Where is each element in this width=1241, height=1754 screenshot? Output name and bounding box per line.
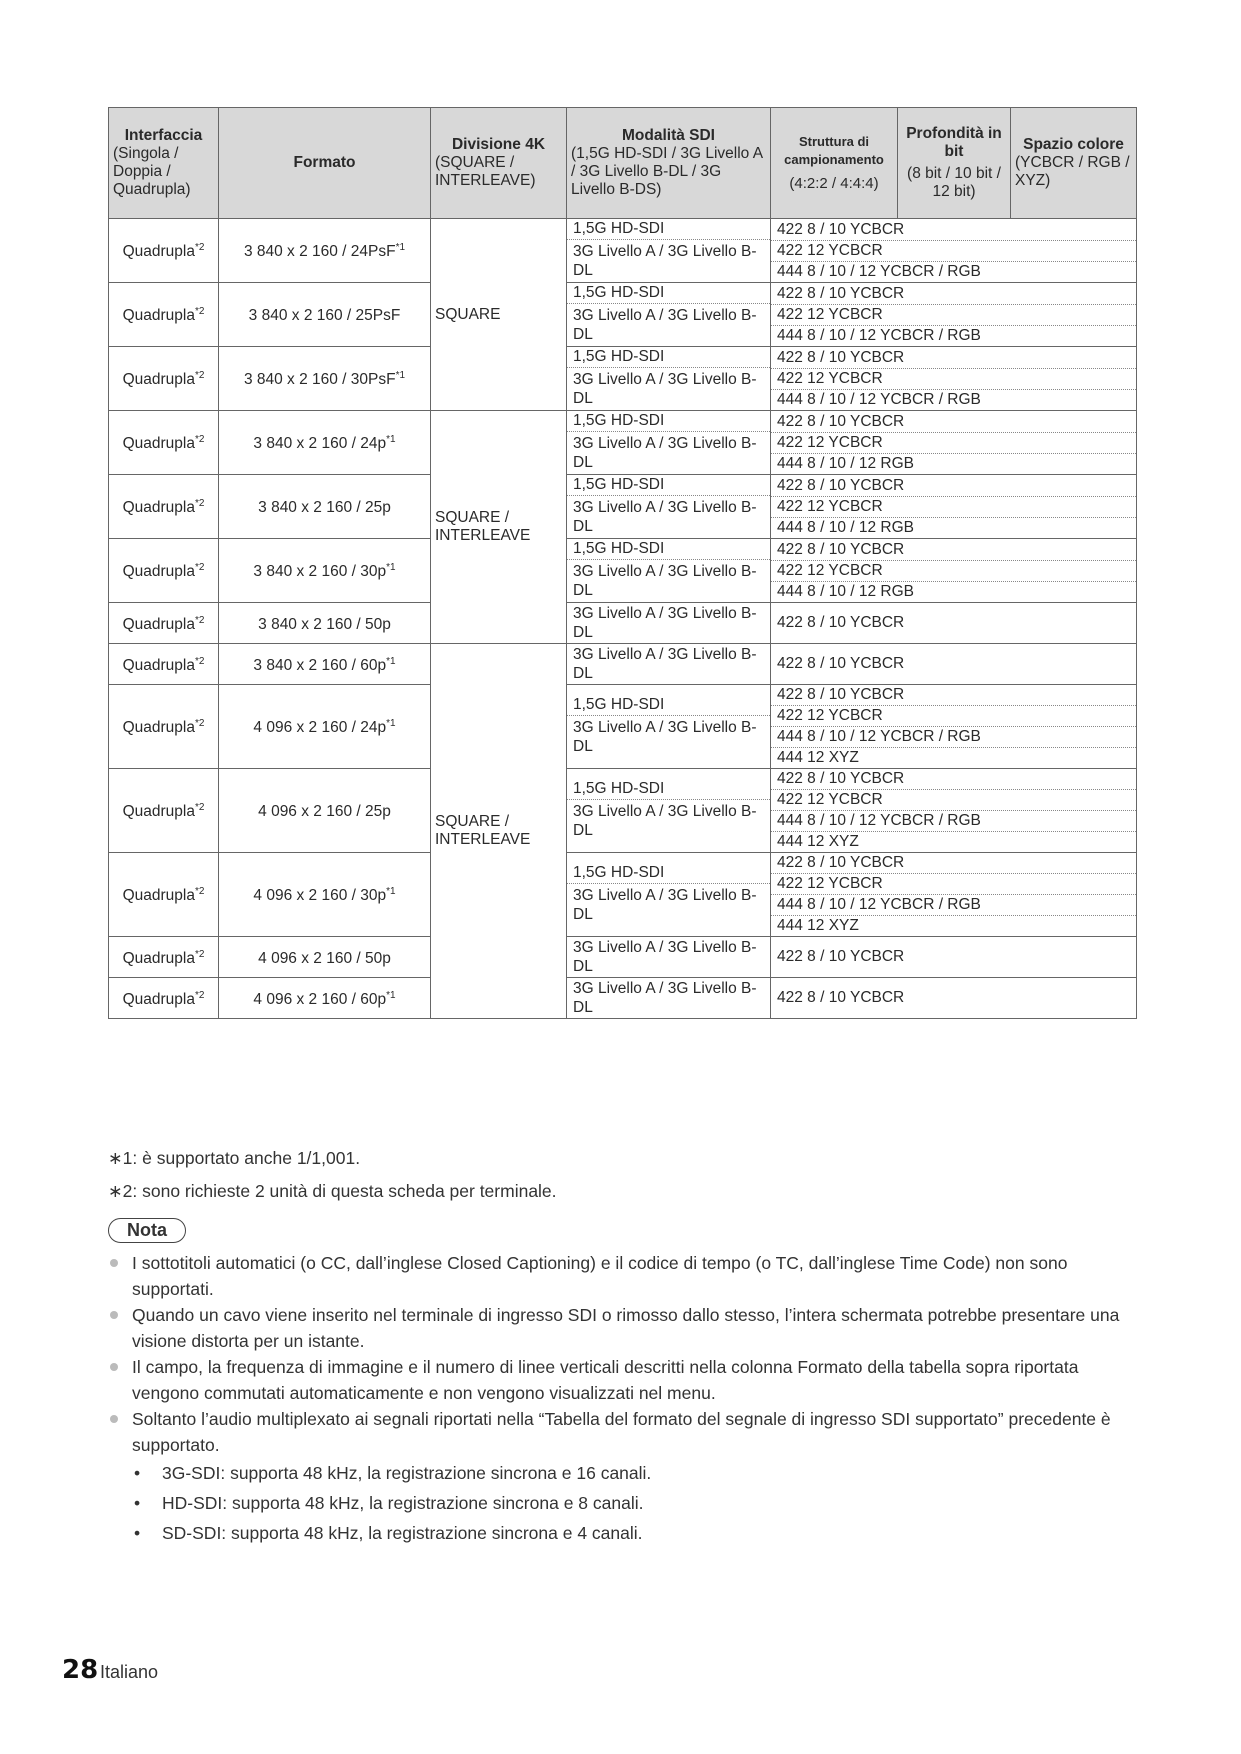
cell-format [219, 411, 431, 475]
interface-footnote-mark: *2 [194, 614, 205, 626]
notes-list [100, 1250, 1140, 1548]
header-color-title: Spazio colore [1023, 136, 1124, 153]
header-interface-title: Interfaccia [124, 127, 203, 144]
config-text: 422 12 YCBCR [771, 305, 1136, 326]
cell-config [771, 475, 1137, 539]
interface-footnote-mark: *2 [194, 948, 205, 960]
cell-sdi-mode [567, 685, 771, 769]
interface-text: Quadrupla [122, 803, 195, 821]
config-text: 422 12 YCBCR [771, 561, 1136, 582]
config-text: 444 8 / 10 / 12 RGB [777, 582, 915, 600]
config-text: 422 8 / 10 YCBCR [771, 476, 1136, 497]
config-text: 444 8 / 10 / 12 YCBCR / RGB [777, 390, 981, 408]
interface-text: Quadrupla [122, 616, 195, 634]
cell-sdi-mode [567, 644, 771, 685]
table-row [109, 283, 1137, 347]
config-text: 444 12 XYZ [777, 833, 859, 850]
format-text: 3 840 x 2 160 / 30p [253, 563, 387, 581]
header-division-title: Divisione 4K [451, 136, 546, 153]
cell-config [771, 283, 1137, 347]
cell-config [771, 769, 1137, 853]
interface-text: Quadrupla [122, 657, 195, 675]
format-footnote-mark: *1 [386, 989, 396, 1001]
cell-format [219, 475, 431, 539]
cell-division: SQUARE [431, 219, 567, 411]
cell-config [771, 603, 1137, 644]
config-text: 422 12 YCBCR [771, 706, 1136, 727]
config-text: 422 8 / 10 YCBCR [771, 284, 1136, 305]
cell-interface [109, 769, 219, 853]
config-text: 422 12 YCBCR [771, 874, 1136, 895]
cell-config [771, 685, 1137, 769]
header-format [219, 108, 431, 219]
table-row [109, 769, 1137, 853]
nota-label: Nota [108, 1218, 186, 1243]
table-row [109, 853, 1137, 937]
cell-config [771, 539, 1137, 603]
interface-text: Quadrupla [122, 950, 195, 968]
config-text: 422 8 / 10 YCBCR [777, 614, 905, 631]
sdi-mode-text: 3G Livello A / 3G Livello B-DL [573, 371, 757, 407]
config-text: 422 8 / 10 YCBCR [771, 220, 1136, 241]
header-color-detail: (YCBCR / RGB / XYZ) [1015, 154, 1130, 189]
header-division [431, 108, 567, 219]
sdi-mode-text: 3G Livello A / 3G Livello B-DL [573, 803, 757, 839]
header-format-title: Formato [293, 154, 356, 171]
header-depth-title: Profondità in bit [906, 125, 1002, 160]
cell-sdi-mode [567, 978, 771, 1019]
config-text: 444 8 / 10 / 12 YCBCR / RGB [777, 262, 981, 280]
interface-text: Quadrupla [122, 371, 195, 389]
interface-text: Quadrupla [122, 563, 195, 581]
cell-division: SQUARE / INTERLEAVE [431, 644, 567, 1019]
cell-format [219, 219, 431, 283]
cell-interface [109, 219, 219, 283]
table-row [109, 603, 1137, 644]
sdi-mode-text: 1,5G HD-SDI [567, 863, 770, 884]
audio-item [100, 1458, 1140, 1488]
sdi-mode-text: 1,5G HD-SDI [567, 539, 770, 560]
note-text: Soltanto l’audio multiplexato ai segnali riportati nella “Tabella del formato del segnale di ingresso SDI supportato” precedente è supportato. [132, 1409, 1111, 1455]
config-text: 422 12 YCBCR [771, 790, 1136, 811]
interface-text: Quadrupla [122, 719, 195, 737]
config-text: 422 12 YCBCR [771, 241, 1136, 262]
sdi-mode-text: 3G Livello A / 3G Livello B-DL [573, 563, 757, 599]
format-text: 3 840 x 2 160 / 25p [258, 499, 391, 517]
format-text: 3 840 x 2 160 / 24PsF [243, 243, 396, 261]
header-depth [898, 108, 1010, 218]
cell-config [771, 937, 1137, 978]
sdi-mode-text: 3G Livello A / 3G Livello B-DL [573, 605, 757, 641]
cell-sdi-mode [567, 219, 771, 283]
interface-text: Quadrupla [122, 499, 195, 517]
sdi-mode-text: 1,5G HD-SDI [567, 475, 770, 496]
cell-format [219, 769, 431, 853]
format-text: 4 096 x 2 160 / 25p [258, 803, 391, 821]
config-text: 444 8 / 10 / 12 YCBCR / RGB [771, 727, 1136, 748]
audio-text: HD-SDI: supporta 48 kHz, la registrazione sincrona e 8 canali. [162, 1493, 644, 1513]
page-number: 28 [62, 1655, 99, 1685]
cell-sdi-mode [567, 347, 771, 411]
cell-interface [109, 853, 219, 937]
interface-footnote-mark: *2 [194, 562, 205, 574]
header-division-detail: (SQUARE / INTERLEAVE) [435, 154, 536, 189]
bullet-icon [110, 1311, 118, 1319]
note-text: Quando un cavo viene inserito nel terminale di ingresso SDI o rimosso dallo stesso, l’intera schermata potrebbe presentare una visione distorta per un istante. [132, 1305, 1120, 1351]
cell-format [219, 539, 431, 603]
sdi-mode-text: 1,5G HD-SDI [567, 411, 770, 432]
cell-format [219, 283, 431, 347]
note-item [100, 1302, 1140, 1354]
bullet-icon [110, 1415, 118, 1423]
format-footnote-mark: *1 [386, 655, 396, 667]
config-text: 444 8 / 10 / 12 RGB [777, 454, 915, 472]
format-text: 4 096 x 2 160 / 60p [253, 991, 387, 1009]
format-footnote-mark: *1 [395, 242, 406, 254]
sdi-mode-text: 3G Livello A / 3G Livello B-DL [573, 719, 757, 755]
format-text: 3 840 x 2 160 / 50p [258, 616, 391, 634]
footnote-1: ∗1: è supportato anche 1/1,001. [108, 1148, 361, 1168]
sdi-mode-text: 3G Livello A / 3G Livello B-DL [573, 435, 757, 471]
bullet-icon [110, 1259, 118, 1267]
header-sdi-mode-detail: (1,5G HD-SDI / 3G Livello A / 3G Livello B-DL / 3G Livello B-DS) [571, 145, 763, 198]
format-text: 3 840 x 2 160 / 25PsF [248, 307, 401, 325]
format-text: 3 840 x 2 160 / 24p [253, 435, 387, 453]
header-depth-detail: (8 bit / 10 bit / 12 bit) [907, 165, 1001, 200]
config-text: 422 8 / 10 YCBCR [771, 540, 1136, 561]
sdi-mode-text: 3G Livello A / 3G Livello B-DL [573, 243, 757, 279]
cell-interface [109, 539, 219, 603]
config-text: 422 12 YCBCR [771, 433, 1136, 454]
header-interface [109, 108, 219, 219]
config-text: 422 8 / 10 YCBCR [771, 348, 1136, 369]
format-footnote-mark: *1 [386, 434, 396, 446]
note-text: Il campo, la frequenza di immagine e il numero di linee verticali descritti nella colonna Formato della tabella sopra riportata vengono commutati automaticamente e non vengono visualizzati nel menu. [132, 1357, 1079, 1403]
config-text: 422 8 / 10 YCBCR [777, 655, 905, 672]
cell-format [219, 644, 431, 685]
config-text: 422 8 / 10 YCBCR [777, 948, 905, 965]
format-text: 3 840 x 2 160 / 60p [253, 657, 387, 675]
cell-sdi-mode [567, 603, 771, 644]
interface-footnote-mark: *2 [194, 434, 205, 446]
sdi-mode-text: 1,5G HD-SDI [567, 283, 770, 304]
interface-text: Quadrupla [122, 435, 195, 453]
cell-sdi-mode [567, 283, 771, 347]
sdi-mode-text: 3G Livello A / 3G Livello B-DL [573, 887, 757, 923]
audio-item [100, 1488, 1140, 1518]
sdi-mode-text: 3G Livello A / 3G Livello B-DL [573, 980, 757, 1016]
cell-interface [109, 347, 219, 411]
config-text: 422 8 / 10 YCBCR [771, 853, 1136, 874]
format-footnote-mark: *1 [386, 562, 396, 574]
cell-interface [109, 685, 219, 769]
interface-footnote-mark: *2 [194, 802, 205, 814]
footnote-2: ∗2: sono richieste 2 unità di questa scheda per terminale. [108, 1181, 557, 1201]
header-sampling-detail: (4:2:2 / 4:4:4) [789, 175, 879, 192]
bullet-icon [110, 1363, 118, 1371]
audio-text: 3G-SDI: supporta 48 kHz, la registrazione sincrona e 16 canali. [162, 1463, 652, 1483]
cell-interface [109, 644, 219, 685]
cell-format [219, 978, 431, 1019]
header-sampling [771, 108, 898, 218]
sdi-mode-text: 3G Livello A / 3G Livello B-DL [573, 499, 757, 535]
header-sdi-mode [567, 108, 771, 219]
table-row [109, 937, 1137, 978]
table-row [109, 411, 1137, 475]
config-text: 422 12 YCBCR [771, 369, 1136, 390]
cell-interface [109, 283, 219, 347]
format-footnote-mark: *1 [386, 886, 396, 898]
page-language: Italiano [100, 1662, 159, 1682]
cell-sdi-mode [567, 769, 771, 853]
format-text: 4 096 x 2 160 / 50p [258, 950, 391, 968]
format-text: 3 840 x 2 160 / 30PsF [243, 371, 396, 389]
format-footnote-mark: *1 [386, 718, 396, 730]
cell-sdi-mode [567, 411, 771, 475]
interface-text: Quadrupla [122, 991, 195, 1009]
note-item [100, 1406, 1140, 1458]
cell-division: SQUARE / INTERLEAVE [431, 411, 567, 644]
cell-format [219, 853, 431, 937]
config-text: 422 8 / 10 YCBCR [771, 769, 1136, 790]
format-text: 4 096 x 2 160 / 24p [253, 719, 387, 737]
cell-format [219, 937, 431, 978]
sdi-mode-text: 3G Livello A / 3G Livello B-DL [573, 307, 757, 343]
table-body [109, 219, 1137, 1019]
sdi-mode-text: 1,5G HD-SDI [567, 695, 770, 716]
sdi-mode-text: 1,5G HD-SDI [567, 347, 770, 368]
sdi-format-table [108, 107, 1137, 1019]
sdi-mode-text: 3G Livello A / 3G Livello B-DL [573, 646, 757, 682]
interface-footnote-mark: *2 [194, 655, 205, 667]
header-interface-detail: (Singola / Doppia / Quadrupla) [113, 145, 191, 198]
interface-text: Quadrupla [122, 887, 195, 905]
table-row [109, 539, 1137, 603]
cell-config [771, 411, 1137, 475]
cell-sdi-mode [567, 475, 771, 539]
config-text: 444 8 / 10 / 12 RGB [777, 518, 915, 536]
header-sampling-title: Struttura di campionamento [784, 134, 884, 167]
interface-footnote-mark: *2 [194, 886, 205, 898]
table-row [109, 347, 1137, 411]
note-item [100, 1354, 1140, 1406]
audio-item [100, 1518, 1140, 1548]
cell-interface [109, 603, 219, 644]
cell-format [219, 347, 431, 411]
header-sdi-mode-title: Modalità SDI [621, 127, 715, 144]
interface-text: Quadrupla [122, 307, 195, 325]
cell-config [771, 644, 1137, 685]
header-color [1011, 108, 1137, 219]
cell-interface [109, 475, 219, 539]
interface-footnote-mark: *2 [194, 242, 205, 254]
table-row [109, 644, 1137, 685]
interface-footnote-mark: *2 [194, 498, 205, 510]
config-text: 422 8 / 10 YCBCR [777, 989, 905, 1006]
cell-interface [109, 937, 219, 978]
table-row [109, 475, 1137, 539]
interface-footnote-mark: *2 [194, 306, 205, 318]
table-row [109, 219, 1137, 283]
cell-interface [109, 411, 219, 475]
interface-text: Quadrupla [122, 243, 195, 261]
cell-sdi-mode [567, 539, 771, 603]
table-header-row [109, 108, 1137, 219]
sdi-mode-text: 1,5G HD-SDI [567, 779, 770, 800]
format-text: 4 096 x 2 160 / 30p [253, 887, 387, 905]
interface-footnote-mark: *2 [194, 718, 205, 730]
sub-bullet-icon: • [134, 1493, 141, 1513]
cell-sdi-mode [567, 937, 771, 978]
interface-footnote-mark: *2 [194, 370, 205, 382]
note-text: I sottotitoli automatici (o CC, dall’inglese Closed Captioning) e il codice di tempo (o TC, dall’inglese Time Code) non sono supportati. [132, 1253, 1068, 1299]
note-item [100, 1250, 1140, 1302]
config-text: 422 8 / 10 YCBCR [771, 685, 1136, 706]
cell-config [771, 347, 1137, 411]
sdi-mode-text: 3G Livello A / 3G Livello B-DL [573, 939, 757, 975]
cell-format [219, 685, 431, 769]
cell-interface [109, 978, 219, 1019]
interface-footnote-mark: *2 [194, 989, 205, 1001]
config-text: 422 8 / 10 YCBCR [771, 412, 1136, 433]
cell-config [771, 853, 1137, 937]
config-text: 444 12 XYZ [777, 917, 859, 934]
config-text: 444 12 XYZ [777, 749, 859, 766]
table-row [109, 978, 1137, 1019]
cell-config [771, 978, 1137, 1019]
sub-bullet-icon: • [134, 1523, 141, 1543]
audio-text: SD-SDI: supporta 48 kHz, la registrazione sincrona e 4 canali. [162, 1523, 643, 1543]
config-text: 444 8 / 10 / 12 YCBCR / RGB [771, 895, 1136, 916]
config-text: 444 8 / 10 / 12 YCBCR / RGB [771, 811, 1136, 832]
header-config [771, 108, 1011, 219]
format-footnote-mark: *1 [395, 370, 406, 382]
cell-config [771, 219, 1137, 283]
sub-bullet-icon: • [134, 1463, 141, 1483]
sdi-mode-text: 1,5G HD-SDI [567, 219, 770, 240]
table-row [109, 685, 1137, 769]
cell-sdi-mode [567, 853, 771, 937]
config-text: 444 8 / 10 / 12 YCBCR / RGB [777, 326, 981, 344]
config-text: 422 12 YCBCR [771, 497, 1136, 518]
cell-format [219, 603, 431, 644]
